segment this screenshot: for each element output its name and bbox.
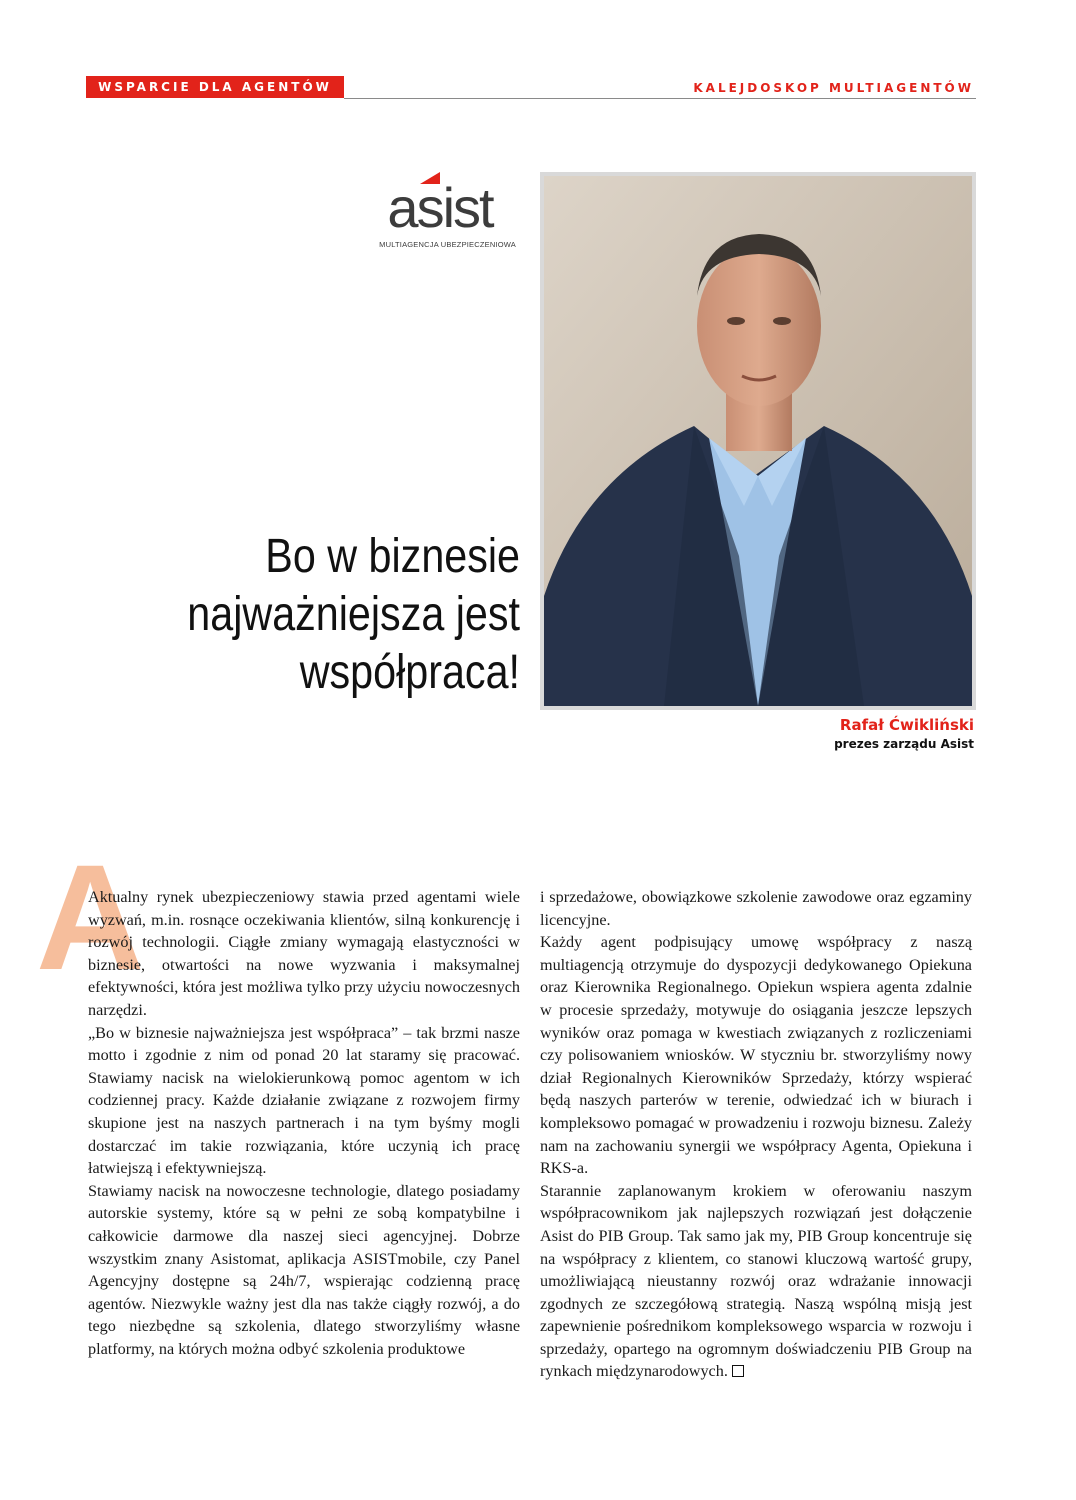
paragraph: Aktualny rynek ubezpieczeniowy stawia przed agentami wiele wyzwań, m.in. rosnące oczekiwania klientów, silną konkurencję i rozwój technologii. Ciągłe zmiany wymagają elastyczności w biznesie, otwartości na nowe wyzwania i maksymalnej efektywności, która jest możliwa tylko przy użyciu nowoczesnych narzędzi. <box>88 888 520 1019</box>
paragraph <box>540 1180 972 1383</box>
drop-cap: A <box>36 833 145 1001</box>
paragraph: i sprzedażowe, obowiązkowe szkolenie zawodowe oraz egzaminy licencyjne. <box>540 888 972 929</box>
caption-name: Rafał Ćwikliński <box>839 716 974 734</box>
article-column-right <box>540 886 972 1383</box>
logo-wordmark: asist <box>387 176 493 239</box>
headline-line-1: Bo w biznesie <box>265 530 520 583</box>
paragraph-text: Starannie zaplanowanym krokiem w oferowaniu naszym współpracownikom jak najlepszych rozwiązań jest dołączenie Asist do PIB Group. Tak samo jak my, PIB Group koncentruje się na współpracy z klientem, co stanowi kluczową wartość grupy, umożliwiającą nieustanny rozwój oraz wdrażanie innowacji zgodnych ze szczegółową strategią. Naszą wspólną misją jest zapewnienie pośrednikom kompleksowego wsparcia w rozwoju i sprzedaży, opartego na ogromnym doświadczeniu PIB Group na rynkach międzynarodowych. <box>540 1181 972 1381</box>
section-label-right: KALEJDOSKOP MULTIAGENTÓW <box>693 81 974 95</box>
paragraph: „Bo w biznesie najważniejsza jest współpraca” – tak brzmi nasze motto i zgodnie z nim od ponad 20 lat staramy się pracować. Stawiamy nacisk na wielokierunkową pomoc agentom w ich codziennej pracy. Każde działanie związane z rozwojem firmy skupione jest na naszych partnerach i na tym byśmy mogli dostarczać im takie rozwiązania, które uczynią ich pracę łatwiejszą i efektywniejszą. <box>88 1023 520 1178</box>
logo-tagline: MULTIAGENCJA UBEZPIECZENIOWA <box>379 240 516 249</box>
end-mark-icon <box>732 1365 744 1377</box>
paragraph: Każdy agent podpisujący umowę współpracy z naszą multiagencją otrzymuje do dyspozycji dedykowanego Opiekuna oraz Kierownika Regionalnego. Opiekun wspiera agenta zdalnie w procesie sprzedaży, motywuje do osiągania jeszcze lepszych wyników oraz pomaga w kwestiach związanych z rozliczeniami czy polisowaniem wniosków. W styczniu br. stworzyliśmy nowy dział Regionalnych Kierowników Sprzedaży, którzy wspierać będą naszych parterów w terenie, odwiedzać ich w biurach i kompleksowo pomagać w prowadzeniu i rozwoju biznesu. Zależy nam na zachowaniu synergii we współpracy Agenta, Opiekuna i RKS-a. <box>540 933 972 1178</box>
header-rule <box>344 98 976 99</box>
section-label-left: WSPARCIE DLA AGENTÓW <box>86 76 344 98</box>
article-headline <box>159 528 520 702</box>
portrait-photo <box>540 172 976 710</box>
headline-line-3: współpraca! <box>299 646 520 699</box>
headline-line-2: najważniejsza jest <box>187 588 520 641</box>
article-column-left <box>88 886 520 1360</box>
paragraph: Stawiamy nacisk na nowoczesne technologie, dlatego posiadamy autorskie systemy, które są w pełni ze sobą kompatybilne i całkowicie darmowe dla naszej sieci agencyjnej. Dobrze wszystkim znany Asistomat, aplikacja ASISTmobile, czy Panel Agencyjny dostępne są 24h/7, wspierając codzienną pracę agentów. Niezwykle ważny jest dla nas także ciągły rozwój, a do tego niezbędne są szkolenia, dlatego stworzyliśmy własne platformy, na których można odbyć szkolenia produktowe <box>88 1181 520 1358</box>
caption-role: prezes zarządu Asist <box>834 737 974 751</box>
asist-logo <box>364 170 516 254</box>
portrait-image <box>544 176 972 706</box>
